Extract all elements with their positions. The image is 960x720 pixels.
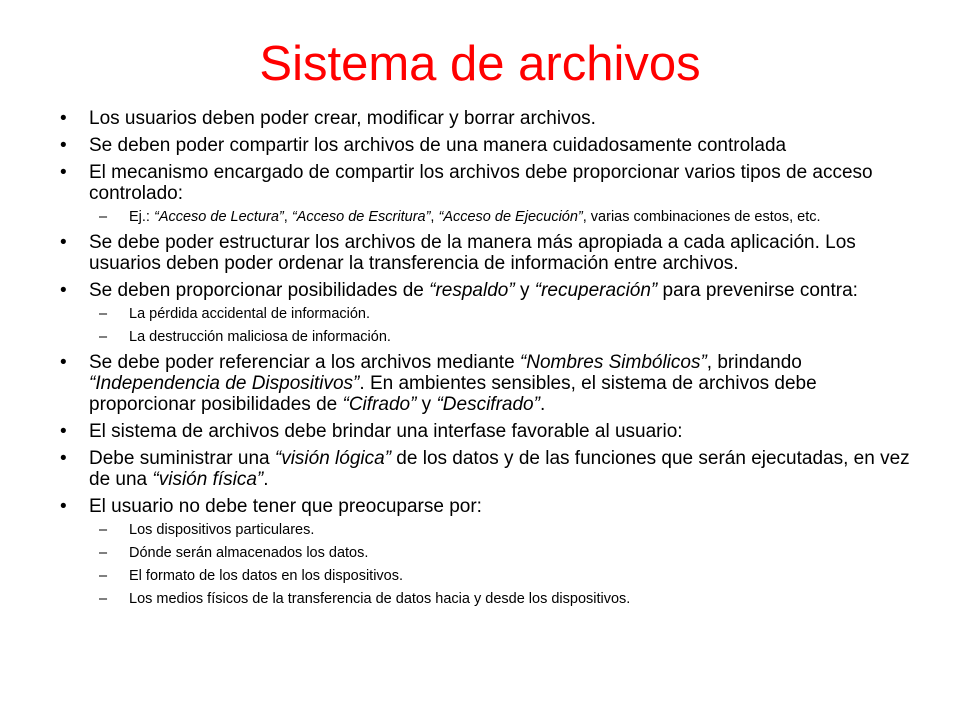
text-run: El formato de los datos en los dispositivos. — [129, 568, 404, 584]
text-run: , — [430, 209, 439, 225]
bullet-text — [89, 352, 817, 415]
bullet-marker: • — [60, 135, 67, 156]
text-run: . En ambientes sensibles, el sistema de archivos debe proporcionar posibilidades de — [89, 373, 817, 415]
bullet-text — [89, 496, 482, 517]
sub-bullet-text — [129, 522, 314, 538]
bullet-item — [56, 162, 916, 226]
text-run: Los medios físicos de la transferencia de datos hacia y desde los dispositivos. — [129, 591, 631, 607]
bullet-marker: • — [60, 352, 67, 373]
bullet-item — [56, 448, 916, 490]
bullet-marker: • — [60, 232, 67, 253]
text-run: El usuario no debe tener que preocuparse por: — [89, 496, 482, 517]
text-run: Se deben poder compartir los archivos de una manera cuidadosamente controlada — [89, 135, 787, 156]
italic-term: “visión física” — [152, 469, 264, 490]
text-run: Los usuarios deben poder crear, modificar y borrar archivos. — [89, 108, 596, 129]
sub-bullet-text — [129, 329, 391, 345]
bullet-text — [89, 421, 683, 442]
sub-bullet-marker: – — [99, 522, 108, 538]
sub-bullet-text — [129, 209, 821, 225]
text-run: , varias combinaciones de estos, etc. — [582, 209, 821, 225]
italic-term: “Cifrado” — [342, 394, 417, 415]
sub-bullet-marker: – — [99, 209, 108, 225]
sub-bullet-marker: – — [99, 591, 108, 607]
bullet-marker: • — [60, 280, 67, 301]
text-run: El mecanismo encargado de compartir los archivos debe proporcionar varios tipos de acceso controlado: — [89, 162, 873, 204]
sub-bullet-item — [56, 568, 916, 585]
text-run: La pérdida accidental de información. — [129, 306, 371, 322]
bullet-item — [56, 108, 916, 129]
text-run: Se debe poder estructurar los archivos de la manera más apropiada a cada aplicación. Los usuarios deben poder ordenar la transferencia de información entre archivos. — [89, 232, 856, 274]
text-run: Dónde serán almacenados los datos. — [129, 545, 369, 561]
sub-bullet-marker: – — [99, 568, 108, 584]
italic-term: “recuperación” — [534, 280, 658, 301]
text-run: de los datos y de las funciones que serán ejecutadas, en vez de una — [89, 448, 910, 490]
bullet-text — [89, 232, 856, 274]
italic-term: “Acceso de Ejecución” — [438, 209, 583, 225]
bullet-text — [89, 280, 858, 301]
sub-bullet-text — [129, 568, 403, 584]
bullet-item — [56, 352, 916, 415]
sub-bullet-list — [89, 306, 916, 346]
sub-bullet-marker: – — [99, 306, 108, 322]
italic-term: “Independencia de Dispositivos” — [89, 373, 360, 394]
text-run: Los dispositivos particulares. — [129, 522, 315, 538]
bullet-marker: • — [60, 448, 67, 469]
sub-bullet-text — [129, 545, 368, 561]
slide-title: Sistema de archivos — [259, 37, 701, 91]
italic-term: “Acceso de Lectura” — [153, 209, 284, 225]
italic-term: “visión lógica” — [274, 448, 392, 469]
bullet-marker: • — [60, 162, 67, 183]
sub-bullet-text — [129, 306, 370, 322]
sub-bullet-item — [56, 591, 916, 608]
sub-bullet-item — [56, 209, 916, 226]
bullet-marker: • — [60, 421, 67, 442]
bullet-item — [56, 421, 916, 442]
text-run: Se debe poder referenciar a los archivos mediante — [89, 352, 520, 373]
sub-bullet-item — [56, 329, 916, 346]
bullet-item — [56, 135, 916, 156]
bullet-marker: • — [60, 108, 67, 129]
text-run: La destrucción maliciosa de información. — [129, 329, 391, 345]
sub-bullet-item — [56, 306, 916, 323]
text-run: y — [514, 280, 535, 301]
sub-bullet-marker: – — [99, 329, 108, 345]
text-run: Ej.: — [129, 209, 154, 225]
bullet-text — [89, 448, 910, 490]
text-run: , — [283, 209, 292, 225]
sub-bullet-item — [56, 545, 916, 562]
text-run: para prevenirse contra: — [657, 280, 858, 301]
italic-term: “respaldo” — [429, 280, 515, 301]
sub-bullet-item — [56, 522, 916, 539]
bullet-text — [89, 162, 873, 204]
bullet-item — [56, 496, 916, 608]
sub-bullet-text — [129, 591, 630, 607]
text-run: El sistema de archivos debe brindar una interfase favorable al usuario: — [89, 421, 683, 442]
italic-term: “Descifrado” — [436, 394, 540, 415]
text-run: Debe suministrar una — [89, 448, 275, 469]
bullet-marker: • — [60, 496, 67, 517]
bullet-text — [89, 135, 786, 156]
italic-term: “Acceso de Escritura” — [291, 209, 431, 225]
bullet-item — [56, 232, 916, 274]
bullet-list — [56, 108, 916, 614]
bullet-text — [89, 108, 596, 129]
text-run: , brindando — [706, 352, 802, 373]
sub-bullet-list — [89, 209, 916, 226]
sub-bullet-list — [89, 522, 916, 608]
text-run: y — [416, 394, 437, 415]
text-run: . — [263, 469, 269, 490]
text-run: Se deben proporcionar posibilidades de — [89, 280, 430, 301]
text-run: . — [539, 394, 546, 415]
italic-term: “Nombres Simbólicos” — [519, 352, 707, 373]
bullet-item — [56, 280, 916, 346]
sub-bullet-marker: – — [99, 545, 108, 561]
